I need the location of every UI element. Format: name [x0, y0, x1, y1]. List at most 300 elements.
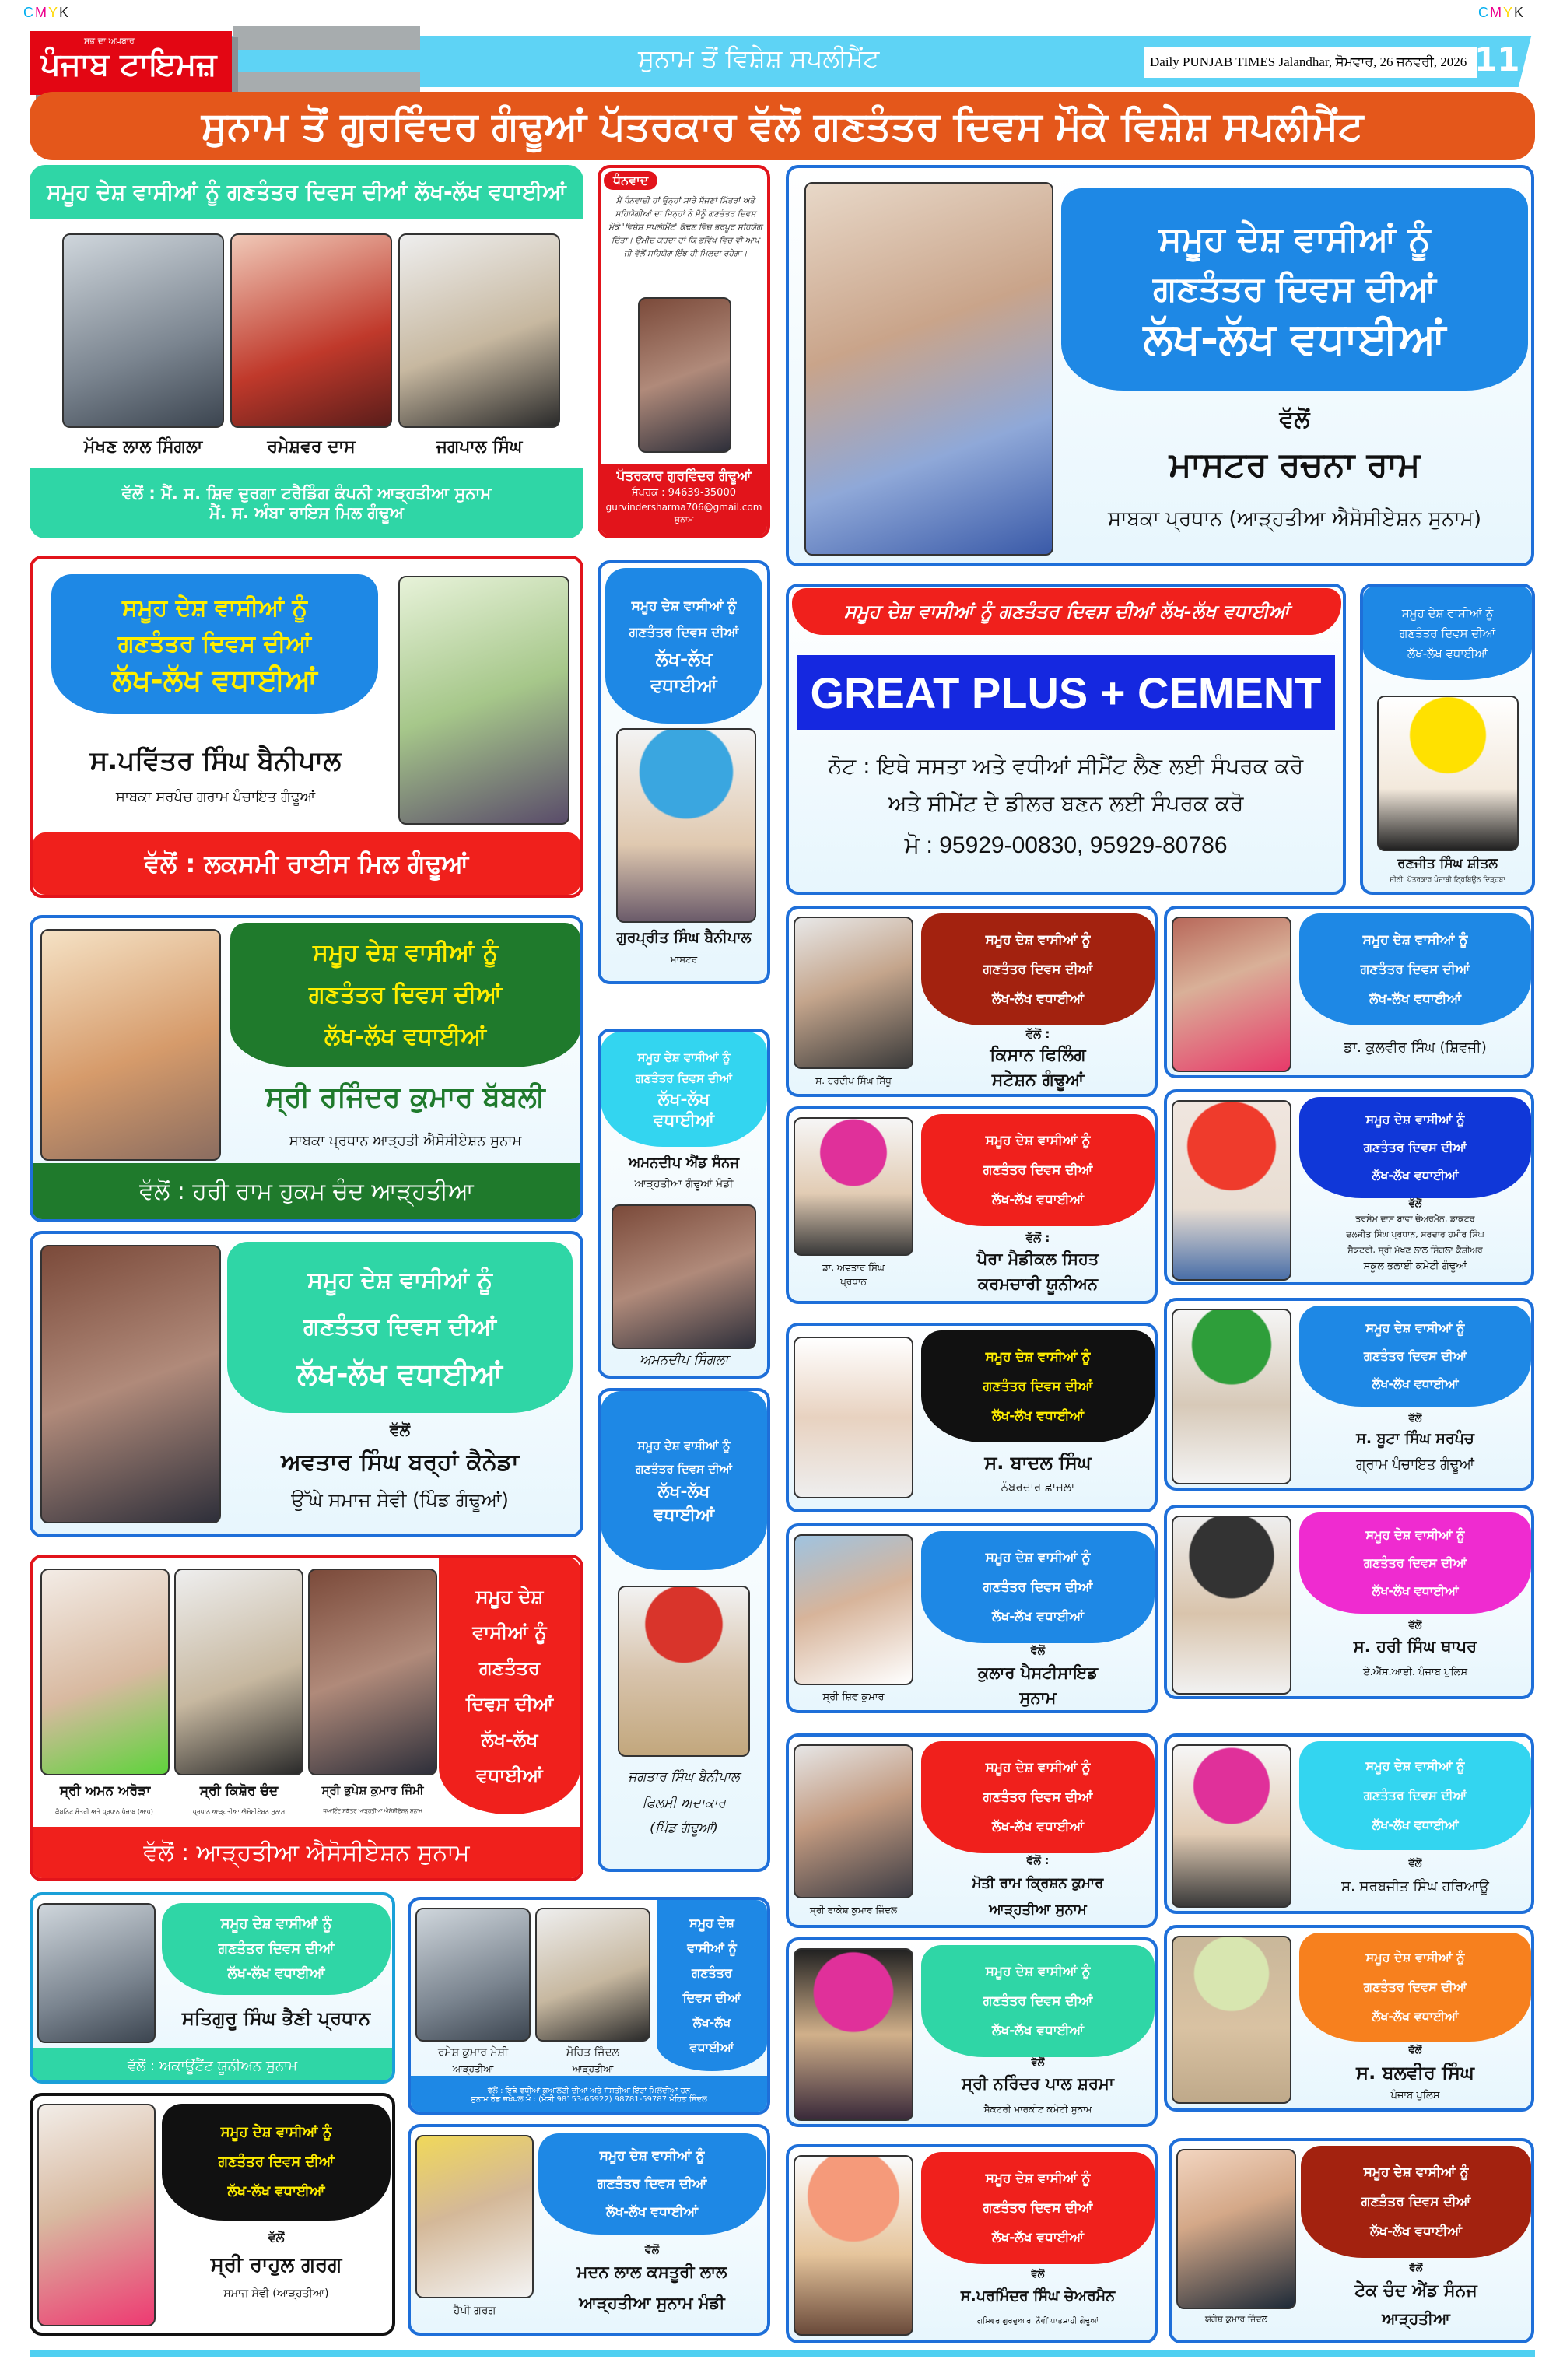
person-name: ਡਾ. ਅਵਤਾਰ ਸਿੰਘ	[822, 1262, 885, 1273]
greeting-line: ਲੱਖ-ਲੱਖ	[481, 1729, 538, 1751]
greeting-line: ਗਣਤੰਤਰ ਦਿਵਸ ਦੀਆਂ	[983, 1379, 1093, 1394]
header-deco	[233, 26, 420, 50]
greeting-line: ਲੱਖ-ਲੱਖ ਵਧਾਈਆਂ	[1372, 1376, 1459, 1391]
greeting-line: ਸਮੂਹ ਦੇਸ਼ ਵਾਸੀਆਂ ਨੂੰ	[1365, 1758, 1465, 1773]
person-name: ਸ.ਪਰਮਿੰਦਰ ਸਿੰਘ ਚੇਅਰਮੈਨ	[960, 2287, 1116, 2305]
greeting-bubble	[601, 1391, 767, 1570]
section-title: ਸੁਨਾਮ ਤੋਂ ਵਿਸ਼ੇਸ਼ ਸਪਲੀਮੈਂਟ	[638, 44, 880, 73]
person-title: ਸੈਕਟਰੀ ਮਾਰਕੀਟ ਕਮੇਟੀ ਸੁਨਾਮ	[983, 2104, 1092, 2115]
greeting-line: ਸਮੂਹ ਦੇਸ਼ ਵਾਸੀਆਂ ਨੂੰ	[1365, 1527, 1465, 1542]
greeting-line: ਸਮੂਹ ਦੇਸ਼ ਵਾਸੀਆਂ ਨੂੰ	[985, 1349, 1091, 1365]
greeting-line: ਲੱਖ-ਲੱਖ	[692, 2015, 731, 2030]
ad-paramedical	[786, 1106, 1158, 1304]
person-name: ਸ੍ਰੀ ਸ਼ਿਵ ਕੁਮਾਰ	[822, 1691, 885, 1703]
greeting-line: ਵਾਸੀਆਂ ਨੂੰ	[472, 1621, 547, 1643]
photo	[618, 1586, 750, 1757]
from-line: ਦਲਜੀਤ ਸਿੰਘ ਪ੍ਰਧਾਨ, ਸਰਦਾਰ ਹਮੀਰ ਸਿੰਘ	[1346, 1229, 1484, 1239]
from-line: ਵੱਲੋਂ : ਇਥੇ ਵਧੀਆਂ ਕੁਆਲਟੀ ਦੀਆਂ ਅਤੇ ਸੱਸਤੀਆਂ ਇੱਟਾਂ ਮਿਲਦੀਆਂ ਹਨ	[487, 2087, 691, 2095]
greeting-line: ਲੱਖ-ਲੱਖ ਵਧਾਈਆਂ	[991, 1408, 1085, 1424]
from-line: ਤਰਸੇਮ ਦਾਸ ਬਾਵਾ ਚੇਅਰਮੈਨ, ਡਾਕਟਰ	[1355, 1214, 1475, 1224]
from-label: ਵੱਲੋਂ	[389, 1421, 411, 1439]
greeting-line: ਸਮੂਹ ਦੇਸ਼	[475, 1586, 544, 1607]
ad-hari-singh	[1164, 1505, 1534, 1699]
greeting-line: ਸਮੂਹ ਦੇਸ਼ ਵਾਸੀਆਂ ਨੂੰ	[985, 2171, 1091, 2186]
photo	[37, 2104, 156, 2326]
note-line: ਨੋਟ : ਇਥੇ ਸਸਤਾ ਅਤੇ ਵਧੀਆਂ ਸੀਮੈਂਟ ਲੈਣ ਲਈ ਸੰਪਰਕ ਕਰੋ	[828, 753, 1304, 779]
photo	[37, 1903, 156, 2043]
photo	[415, 2135, 534, 2298]
person-title: ਕੈਬਨਿਟ ਮੰਤਰੀ ਅਤੇ ਪ੍ਰਧਾਨ ਪੰਜਾਬ (ਆਪ)	[55, 1808, 153, 1815]
greeting-line: ਸਮੂਹ ਦੇਸ਼ ਵਾਸੀਆਂ ਨੂੰ	[985, 1964, 1091, 1979]
contact: ਸੰਪਰਕ : 94639-35000	[631, 487, 736, 499]
person-name: ਅਮਨਦੀਪ ਸਿੰਗਲਾ	[639, 1352, 729, 1368]
greeting-line: ਲੱਖ-ਲੱਖ ਵਧਾਈਆਂ	[991, 2230, 1085, 2245]
from-line: ਸੁਨਾਮ ਰੋਡ ਜਖੇਪਲ ਮੋ : (ਮੇਸ਼ੀ 98153-65922) 98781-59787 ਮੋਹਿਤ ਜਿੰਦਲ	[471, 2095, 707, 2104]
dateline: Daily PUNJAB TIMES Jalandhar, ਸੋਮਵਾਰ, 26 ਜਨਵਰੀ, 2026	[1144, 47, 1477, 78]
footer-rule	[30, 2350, 1535, 2357]
person-name: ਸ. ਹਰਦੀਪ ਸਿੰਘ ਸਿੱਧੂ	[815, 1075, 892, 1086]
from-strip: ਵੱਲੋਂ : ਲਕਸਮੀ ਰਾਈਸ ਮਿਲ ਗੰਢੂਆਂ	[33, 832, 580, 895]
greeting-line: ਗਣਤੰਤਰ ਦਿਵਸ ਦੀਆਂ	[1363, 1140, 1467, 1155]
ad-kulvir	[1164, 906, 1534, 1078]
person-name: ਰਮੇਸ਼ਵਰ ਦਾਸ	[267, 437, 356, 457]
firm-sub: ਸਟੇਸ਼ਨ ਗੰਢੂਆਂ	[991, 1071, 1085, 1090]
from-line: ਸੈਕਟਰੀ, ਸ੍ਰੀ ਮੱਖਣ ਲਾਲ ਸਿੰਗਲਾ ਕੈਸ਼ੀਅਰ	[1347, 1245, 1483, 1255]
greeting-line: ਲੱਖ-ਲੱਖ ਵਧਾਈਆਂ	[991, 2023, 1085, 2038]
person-name: ਸ੍ਰੀ ਕਿਸ਼ੋਰ ਚੰਦ	[199, 1783, 279, 1799]
greeting-line: ਲੱਖ-ਲੱਖ	[657, 1090, 710, 1109]
greeting-bubble	[51, 574, 378, 714]
phone-numbers[interactable]: ਮੋ : 95929-00830, 95929-80786	[904, 832, 1228, 858]
from-label: ਵੱਲੋਂ	[1031, 2269, 1045, 2280]
ad-bricks	[408, 1897, 770, 2115]
greeting-line: ਸਮੂਹ ਦੇਸ਼ ਵਾਸੀਆਂ ਨੂੰ	[1158, 219, 1431, 259]
person-name: ਅਵਤਾਰ ਸਿੰਘ ਬਰ੍ਹਾਂ ਕੈਨੇਡਾ	[281, 1449, 519, 1476]
greeting-line: ਸਮੂਹ ਦੇਸ਼ ਵਾਸੀਆਂ ਨੂੰ	[220, 2124, 332, 2140]
person-name: ਮੋਹਿਤ ਜਿੰਦਲ	[566, 2046, 620, 2059]
greeting-line: ਵਧਾਈਆਂ	[653, 1111, 715, 1130]
greeting-line: ਲੱਖ-ਲੱਖ ਵਧਾਈਆਂ	[605, 2204, 699, 2220]
greeting-bubble	[921, 913, 1155, 1025]
mark-y: Y	[1503, 5, 1515, 20]
ad-avtar-canada	[30, 1231, 584, 1537]
person-name: ਰਣਜੀਤ ਸਿੰਘ ਸ਼ੀਤਲ	[1397, 856, 1498, 871]
ad-balvir	[1164, 1925, 1534, 2112]
greeting-line: ਸਮੂਹ ਦੇਸ਼ ਵਾਸੀਆਂ ਨੂੰ	[313, 939, 498, 966]
masthead-tagline: ਸਭ ਦਾ ਅਖ਼ਬਾਰ	[84, 36, 135, 46]
firm-sub: ਆੜ੍ਹਤੀਆ ਸੁਨਾਮ	[989, 1902, 1087, 1918]
greeting-line: ਲੱਖ-ਲੱਖ	[655, 648, 713, 670]
greeting-bubble	[1299, 1097, 1531, 1198]
person-title: ਸਾਬਕਾ ਪ੍ਰਧਾਨ (ਆੜ੍ਹਤੀਆ ਐਸੋਸੀਏਸ਼ਨ ਸੁਨਾਮ)	[1107, 507, 1482, 531]
greeting-line: ਗਣਤੰਤਰ ਦਿਵਸ ਦੀਆਂ	[303, 1313, 497, 1341]
ad-master-rachna	[786, 165, 1534, 566]
greeting-line: ਗਣਤੰਤਰ ਦਿਵਸ ਦੀਆਂ	[1363, 1555, 1467, 1570]
greeting-line: ਸਮੂਹ ਦੇਸ਼ ਵਾਸੀਆਂ ਨੂੰ	[1365, 1112, 1465, 1127]
greeting-bubble	[921, 1330, 1155, 1442]
ad-badal	[786, 1323, 1158, 1512]
mark-c: C	[23, 5, 35, 20]
greeting-line: ਲੱਖ-ਲੱਖ ਵਧਾਈਆਂ	[227, 1965, 325, 1982]
greeting-line: ਲੱਖ-ਲੱਖ ਵਧਾਈਆਂ	[1372, 1583, 1459, 1598]
firm-name: ਟੇਕ ਚੰਦ ਐਂਡ ਸੰਨਜ	[1354, 2281, 1477, 2301]
firm-name: ਕਿਸਾਨ ਫਿਲਿੰਗ	[990, 1046, 1086, 1065]
greeting-bubble	[162, 2104, 391, 2221]
greeting-line: ਲੱਖ-ਲੱਖ	[657, 1482, 710, 1502]
greeting-line: ਗਣਤੰਤਰ ਦਿਵਸ ਦੀਆਂ	[983, 1162, 1093, 1178]
ad-sarabjit	[1164, 1733, 1534, 1914]
greeting-line: ਲੱਖ-ਲੱਖ ਵਧਾਈਆਂ	[991, 1609, 1085, 1625]
firm-name: ਮੋਤੀ ਰਾਮ ਕ੍ਰਿਸ਼ਨ ਕੁਮਾਰ	[972, 1875, 1104, 1891]
ad-cement	[786, 584, 1346, 895]
greeting-line: ਗਣਤੰਤਰ ਦਿਵਸ ਦੀਆਂ	[597, 2176, 707, 2192]
from-label: ਵੱਲੋਂ	[1030, 1645, 1046, 1657]
greeting-line: ਦਿਵਸ ਦੀਆਂ	[465, 1693, 554, 1715]
greeting-line: ਗਣਤੰਤਰ ਦਿਵਸ ਦੀਆਂ	[635, 1071, 733, 1085]
greeting-line: ਵਧਾਈਆਂ	[653, 1505, 715, 1525]
ad-ranjit	[1360, 584, 1535, 895]
masthead-logo	[30, 31, 232, 95]
firm-name: ਕੁਲਾਰ ਪੈਸਟੀਸਾਇਡ	[977, 1663, 1099, 1682]
greeting-bubble	[1061, 188, 1528, 391]
person-title: ਆੜ੍ਹਤੀਆ	[452, 2063, 494, 2074]
photo	[230, 233, 392, 428]
greeting-line: ਸਮੂਹ ਦੇਸ਼ ਵਾਸੀਆਂ ਨੂੰ	[985, 1133, 1091, 1148]
from-label: ਵੱਲੋਂ	[1408, 1413, 1422, 1425]
firm-sub: ਸੁਨਾਮ	[1019, 1688, 1057, 1707]
photo	[794, 1744, 913, 1898]
from-line: ਵੱਲੋਂ : ਮੈਂ. ਸ. ਸ਼ਿਵ ਦੁਰਗਾ ਟਰੈਡਿੰਗ ਕੰਪਨੀ ਆੜ੍ਹਤੀਆ ਸੁਨਾਮ	[121, 484, 492, 503]
person-title: ਆੜ੍ਹਤੀਆ	[572, 2063, 614, 2074]
firm-sub: ਆੜ੍ਹਤੀਆ ਸੁਨਾਮ ਮੰਡੀ	[579, 2294, 725, 2312]
greeting-bubble	[538, 2133, 766, 2235]
greeting-line: ਲੱਖ-ਲੱਖ ਵਧਾਈਆਂ	[227, 2183, 325, 2199]
greeting-line: ਸਮੂਹ ਦੇਸ਼ ਵਾਸੀਆਂ ਨੂੰ	[985, 1550, 1091, 1565]
greeting-line: ਲੱਖ-ਲੱਖ ਵਧਾਈਆਂ	[991, 991, 1085, 1007]
person-title: ਪੰਜਾਬ ਪੁਲਿਸ	[1390, 2090, 1440, 2101]
greeting-strip: ਸਮੂਹ ਦੇਸ਼ ਵਾਸੀਆਂ ਨੂੰ ਗਣਤੰਤਰ ਦਿਵਸ ਦੀਆਂ ਲੱਖ-ਲੱਖ ਵਧਾਈਆਂ	[792, 588, 1341, 635]
from-strip	[411, 2076, 767, 2115]
person-title: ਗਸਿਵਰ ਗੁਰਦੁਆਰਾ ਨੌਵੀਂ ਪਾਤਸ਼ਾਹੀ ਗੰਢੂਆਂ	[976, 2317, 1099, 2326]
greeting-line: ਲੱਖ-ਲੱਖ ਵਧਾਈਆਂ	[1372, 1168, 1459, 1183]
greeting-line: ਸਮੂਹ ਦੇਸ਼ ਵਾਸੀਆਂ ਨੂੰ	[985, 1760, 1091, 1775]
person-title: ਫਿਲਮੀ ਅਦਾਕਾਰ	[642, 1796, 726, 1811]
greeting-bubble	[605, 568, 762, 724]
from-label: ਵੱਲੋਂ	[1408, 1198, 1422, 1210]
from-label: ਵੱਲੋਂ	[1031, 2057, 1045, 2069]
photo	[40, 1245, 221, 1523]
cmyk-marks-right	[1478, 5, 1525, 21]
person-name: ਡਾ. ਕੁਲਵੀਰ ਸਿੰਘ (ਸ਼ਿਵਜੀ)	[1344, 1039, 1487, 1056]
from-label: ਵੱਲੋਂ	[1409, 2263, 1423, 2274]
ad-rajinder	[30, 915, 584, 1222]
photo	[616, 728, 756, 923]
person-title: ਨੰਬਰਦਾਰ ਛਾਜਲਾ	[1001, 1480, 1075, 1494]
greeting-bubble	[921, 2152, 1155, 2264]
person-name: ਗੁਰਪ੍ਰੀਤ ਸਿੰਘ ਬੈਨੀਪਾਲ	[616, 929, 752, 946]
photo	[804, 182, 1053, 556]
photo	[612, 1204, 756, 1349]
photo	[794, 1117, 913, 1256]
greeting-bubble	[1299, 1933, 1531, 2042]
photo	[1172, 1516, 1291, 1695]
person-name: ਮੱਖਣ ਲਾਲ ਸਿੰਗਲਾ	[83, 437, 203, 457]
photo	[415, 1908, 531, 2042]
person-name: ਸ. ਬਲਵੀਰ ਸਿੰਘ	[1356, 2062, 1474, 2084]
thanks-box	[598, 165, 770, 538]
greeting-line: ਦਿਵਸ ਦੀਆਂ	[682, 1990, 741, 2005]
place: ਸੁਨਾਮ	[674, 514, 694, 524]
greeting-line: ਵਧਾਈਆਂ	[650, 675, 717, 696]
photo	[535, 1908, 650, 2042]
firm-name: ਪੈਰਾ ਮੈਡੀਕਲ ਸਿਹਤ	[976, 1250, 1099, 1268]
person-title: ਸਾਬਕਾ ਪ੍ਰਧਾਨ ਆੜ੍ਹਤੀ ਐਸੋਸੀਏਸ਼ਨ ਸੁਨਾਮ	[289, 1133, 522, 1149]
person-name: ਜਗਤਾਰ ਸਿੰਘ ਬੈਨੀਪਾਲ	[628, 1769, 740, 1785]
firm-sub: ਆੜ੍ਹਤੀਆ	[1382, 2309, 1450, 2328]
from-strip	[30, 468, 584, 538]
greeting-line: ਸਮੂਹ ਦੇਸ਼ ਵਾਸੀਆਂ ਨੂੰ	[1365, 1950, 1465, 1965]
greeting-bubble	[230, 923, 580, 1067]
greeting-line: ਲੱਖ-ਲੱਖ ਵਧਾਈਆਂ	[1369, 2224, 1463, 2239]
from-label: ਵੱਲੋਂ	[1408, 1620, 1422, 1632]
greeting-line: ਗਣਤੰਤਰ ਦਿਵਸ ਦੀਆਂ	[629, 625, 739, 640]
page-number: 11	[1474, 40, 1520, 79]
from-label: ਵੱਲੋਂ	[1408, 1858, 1422, 1870]
firm-sub: ਕਰਮਚਾਰੀ ਯੂਨੀਅਨ	[977, 1274, 1099, 1293]
person-name: ਸ੍ਰੀ ਰਜਿੰਦਰ ਕੁਮਾਰ ਬੱਬਲੀ	[265, 1081, 545, 1113]
greeting-line: ਲੱਖ-ਲੱਖ ਵਧਾਈਆਂ	[1372, 1817, 1459, 1832]
greeting-line: ਸਮੂਹ ਦੇਸ਼ ਵਾਸੀਆਂ ਨੂੰ	[631, 598, 737, 614]
from-label: ਵੱਲੋਂ :	[1025, 1231, 1050, 1245]
greeting-line: ਗਣਤੰਤਰ	[692, 1965, 732, 1980]
person-name: ਰਮੇਸ਼ ਕੁਮਾਰ ਮੇਸ਼ੀ	[437, 2046, 509, 2059]
greeting-line: ਲੱਖ-ਲੱਖ ਵਧਾਈਆਂ	[112, 663, 317, 697]
photo	[40, 1569, 170, 1775]
from-label: ਵੱਲੋਂ	[1279, 406, 1310, 433]
person-name: ਸ. ਹਰੀ ਸਿੰਘ ਥਾਪਰ	[1353, 1637, 1477, 1656]
from-label: ਵੱਲੋਂ	[1408, 2045, 1422, 2056]
ad-trio-top	[30, 165, 584, 538]
supplement-banner: ਸੁਨਾਮ ਤੋਂ ਗੁਰਵਿੰਦਰ ਗੰਢੂਆਂ ਪੱਤਰਕਾਰ ਵੱਲੋਂ ਗਣਤੰਤਰ ਦਿਵਸ ਮੌਕੇ ਵਿਸ਼ੇਸ਼ ਸਪਲੀਮੈਂਟ	[30, 92, 1535, 160]
greeting-line: ਗਣਤੰਤਰ ਦਿਵਸ ਦੀਆਂ	[218, 1940, 335, 1957]
person-title: ਜੁਆਇੰਟ ਸਕੱਤਰ ਆੜ੍ਹਤੀਆ ਐਸੋਸੀਏਸ਼ਨ ਸੁਨਾਮ	[323, 1808, 422, 1814]
greeting-line: ਗਣਤੰਤਰ ਦਿਵਸ ਦੀਆਂ	[635, 1462, 733, 1476]
photo	[794, 1337, 913, 1498]
photo	[398, 576, 569, 825]
greeting-line: ਸਮੂਹ ਦੇਸ਼ ਵਾਸੀਆਂ ਨੂੰ	[637, 1050, 731, 1064]
ad-arhtiya-assoc	[30, 1555, 584, 1881]
photo	[1172, 1309, 1291, 1484]
greeting-line: ਗਣਤੰਤਰ ਦਿਵਸ ਦੀਆਂ	[983, 1579, 1093, 1595]
person-title: ਸਾਬਕਾ ਸਰਪੰਚ ਗਰਾਮ ਪੰਚਾਇਤ ਗੰਢੂਆਂ	[115, 789, 316, 805]
mark-m: M	[1490, 5, 1503, 20]
firm-sub: ਆੜ੍ਹਤੀਆ ਗੰਢੂਆਂ ਮੰਡੀ	[634, 1178, 734, 1190]
ad-jagtar	[598, 1388, 770, 1872]
person-name: ਸ. ਬੂਟਾ ਸਿੰਘ ਸਰਪੰਚ	[1356, 1430, 1474, 1447]
greeting-line: ਲੱਖ-ਲੱਖ ਵਧਾਈਆਂ	[1372, 2009, 1459, 2024]
greeting-strip: ਸਮੂਹ ਦੇਸ਼ ਵਾਸੀਆਂ ਨੂੰ ਗਣਤੰਤਰ ਦਿਵਸ ਦੀਆਂ ਲੱਖ-ਲੱਖ ਵਧਾਈਆਂ	[30, 165, 584, 219]
ad-kular	[786, 1523, 1158, 1713]
mark-m: M	[35, 5, 48, 20]
person-name: ਸਤਿਗੁਰੂ ਸਿੰਘ ਭੈਣੀ ਪ੍ਰਧਾਨ	[181, 2007, 371, 2029]
greeting-line: ਗਣਤੰਤਰ ਦਿਵਸ ਦੀਆਂ	[1363, 1979, 1467, 1994]
greeting-bubble	[162, 1903, 391, 1995]
greeting-line: ਲੱਖ-ਲੱਖ ਵਧਾਈਆਂ	[991, 1819, 1085, 1835]
person-name: ਸ੍ਰੀ ਨਰਿੰਦਰ ਪਾਲ ਸ਼ਰਮਾ	[962, 2074, 1114, 2093]
from-label: ਵੱਲੋਂ	[268, 2230, 285, 2245]
photo	[794, 1948, 913, 2121]
person-name: ਸ. ਬਾਦਲ ਸਿੰਘ	[984, 1452, 1092, 1474]
thanks-footer	[601, 464, 767, 538]
photo	[308, 1569, 437, 1775]
firm-name: ਮਦਨ ਲਾਲ ਕਸਤੂਰੀ ਲਾਲ	[576, 2263, 727, 2281]
photo	[174, 1569, 303, 1775]
photo	[1172, 1744, 1291, 1908]
greeting-line: ਗਣਤੰਤਰ ਦਿਵਸ ਦੀਆਂ	[983, 2200, 1093, 2216]
person-title: ਗ੍ਰਾਮ ਪੰਚਾਇਤ ਗੰਢੂਆਂ	[1355, 1456, 1475, 1473]
greeting-bubble	[1299, 913, 1531, 1025]
note-line: ਅਤੇ ਸੀਮੇਂਟ ਦੇ ਡੀਲਰ ਬਣਨ ਲਈ ਸੰਪਰਕ ਕਰੋ	[888, 790, 1244, 816]
greeting-line: ਲੱਖ-ਲੱਖ ਵਧਾਈਆਂ	[297, 1357, 503, 1391]
photo	[1377, 696, 1519, 851]
greeting-line: ਗਣਤੰਤਰ ਦਿਵਸ ਦੀਆਂ	[1361, 2194, 1471, 2210]
mark-k: K	[1514, 5, 1526, 20]
greeting-line: ਸਮੂਹ ਦੇਸ਼ ਵਾਸੀਆਂ ਨੂੰ	[985, 932, 1091, 948]
ad-school-committee	[1164, 1089, 1534, 1285]
greeting-line: ਗਣਤੰਤਰ ਦਿਵਸ ਦੀਆਂ	[983, 1789, 1093, 1805]
greeting-line: ਗਣਤੰਤਰ ਦਿਵਸ ਦੀਆਂ	[308, 981, 503, 1008]
greeting-line: ਗਣਤੰਤਰ ਦਿਵਸ ਦੀਆਂ	[983, 1993, 1093, 2009]
photo	[794, 1534, 913, 1685]
ad-parminder	[786, 2144, 1158, 2343]
greeting-bubble	[921, 1945, 1155, 2057]
greeting-bubble	[1299, 1741, 1531, 1850]
greeting-line: ਲੱਖ-ਲੱਖ ਵਧਾਈਆਂ	[1143, 314, 1446, 364]
from-strip: ਵੱਲੋਂ : ਆੜ੍ਹਤੀਆ ਐਸੋਸੀਏਸ਼ਨ ਸੁਨਾਮ	[33, 1827, 580, 1878]
from-label: ਵੱਲੋਂ :	[1025, 1027, 1050, 1041]
photo	[638, 297, 731, 453]
greeting-line: ਗਣਤੰਤਰ ਦਿਵਸ ਦੀਆਂ	[218, 2154, 335, 2170]
journalist-name: ਪੱਤਰਕਾਰ ਗੁਰਵਿੰਦਰ ਗੰਢੂਆਂ	[616, 468, 752, 484]
ad-boota	[1164, 1298, 1534, 1491]
greeting-bubble	[657, 1900, 767, 2071]
greeting-line: ਵਧਾਈਆਂ	[689, 2040, 734, 2055]
greeting-bubble	[921, 1531, 1155, 1643]
from-line: ਮੈਂ. ਸ. ਅੰਬਾ ਰਾਇਸ ਮਿਲ ਗੰਢੂਅ	[209, 503, 404, 522]
masthead-name: ਪੰਜਾਬ ਟਾਇਮਜ਼	[40, 47, 217, 82]
photo	[1172, 1100, 1291, 1281]
email[interactable]: gurvindersharma706@gmail.com	[605, 502, 762, 513]
ad-satguru	[30, 1892, 395, 2084]
greeting-line: ਸਮੂਹ ਦੇਸ਼ ਵਾਸੀਆਂ ਨੂੰ	[599, 2148, 705, 2164]
cmyk-marks-left	[23, 5, 70, 21]
person-name: ਹੈਪੀ ਗਰਗ	[453, 2305, 496, 2317]
ad-kisan	[786, 906, 1158, 1097]
greeting-line: ਸਮੂਹ ਦੇਸ਼ ਵਾਸੀਆਂ ਨੂੰ	[220, 1916, 332, 1932]
greeting-line: ਗਣਤੰਤਰ ਦਿਵਸ ਦੀਆਂ	[1360, 962, 1470, 977]
person-name: ਮਾਸਟਰ ਰਚਨਾ ਰਾਮ	[1169, 445, 1421, 485]
greeting-bubble	[601, 1032, 767, 1147]
ad-pavittar	[30, 556, 584, 898]
person-name: ਯੋਗੇਸ਼ ਕੁਮਾਰ ਜਿੰਦਲ	[1204, 2314, 1268, 2324]
ad-gurpreet	[598, 560, 770, 984]
photo	[1176, 2149, 1296, 2309]
greeting-line: ਵਧਾਈਆਂ	[476, 1765, 543, 1786]
greeting-line: ਸਮੂਹ ਦੇਸ਼	[689, 1916, 734, 1930]
thanks-label: ਧੰਨਵਾਦ	[604, 171, 657, 190]
thanks-body: ਮੈਂ ਧੰਨਵਾਦੀ ਹਾਂ ਉਨ੍ਹਾਂ ਸਾਰੇ ਸੱਜਣਾਂ ਮਿੱਤਰਾਂ ਅਤੇ ਸਹਿਯੋਗੀਆਂ ਦਾ ਜਿਨ੍ਹਾਂ ਨੇ ਮੈਨੂੰ ਗਣਤੰਤਰ ਦਿਵਸ ਮੌਕੇ 'ਵਿਸ਼ੇਸ਼ ਸਪਲੀਮੈਂਟ' ਕੱਢਣ ਵਿੱਚ ਭਰਪੂਰ ਸਹਿਯੋਗ ਦਿੱਤਾ। ਉਮੀਦ ਕਰਦਾ ਹਾਂ ਕਿ ਭਵਿੱਖ ਵਿੱਚ ਵੀ ਆਪ ਜੀ ਵੱਲੋਂ ਸਹਿਯੋਗ ਇੰਝ ਹੀ ਮਿਲਦਾ ਰਹੇਗਾ।	[608, 196, 762, 258]
greeting-bubble	[227, 1242, 573, 1413]
greeting-line: ਵਾਸੀਆਂ ਨੂੰ	[687, 1940, 737, 1955]
from-line: ਸਕੂਲ ਭਲਾਈ ਕਮੇਟੀ ਗੰਢੂਆਂ	[1363, 1260, 1467, 1272]
person-name: ਸ੍ਰੀ ਰਾਹੁਲ ਗਰਗ	[210, 2253, 342, 2277]
greeting-line: ਗਣਤੰਤਰ ਦਿਵਸ ਦੀਆਂ	[983, 962, 1093, 977]
person-name: ਸ.ਪਵਿੱਤਰ ਸਿੰਘ ਬੈਨੀਪਾਲ	[89, 745, 342, 776]
photo	[398, 233, 560, 428]
greeting-line: ਸਮੂਹ ਦੇਸ਼ ਵਾਸੀਆਂ ਨੂੰ	[1363, 2164, 1469, 2180]
brand-name: GREAT PLUS + CEMENT	[797, 655, 1335, 730]
person-village: (ਪਿੰਡ ਗੰਢੂਆਂ)	[650, 1821, 718, 1836]
person-title: ਸਮਾਜ ਸੇਵੀ (ਆੜ੍ਹਤੀਆ)	[223, 2287, 329, 2300]
person-title: ਪ੍ਰਧਾਨ	[840, 1276, 867, 1287]
ad-amandeep	[598, 1029, 770, 1379]
greeting-line: ਲੱਖ-ਲੱਖ ਵਧਾਈਆਂ	[991, 1192, 1085, 1208]
greeting-line: ਸਮੂਹ ਦੇਸ਼ ਵਾਸੀਆਂ ਨੂੰ	[637, 1439, 731, 1453]
greeting-bubble	[1301, 2146, 1531, 2258]
mark-k: K	[59, 5, 71, 20]
person-name: ਸ੍ਰੀ ਰਾਕੇਸ਼ ਕੁਮਾਰ ਜਿੰਦਲ	[809, 1905, 898, 1916]
from-strip: ਵੱਲੋਂ : ਅਕਾਊਂਟੈਂਟ ਯੂਨੀਅਨ ਸੁਨਾਮ	[33, 2048, 392, 2084]
photo	[1172, 917, 1291, 1072]
greeting-line: ਲੱਖ-ਲੱਖ ਵਧਾਈਆਂ	[1369, 991, 1462, 1007]
from-label: ਵੱਲੋਂ	[644, 2244, 660, 2256]
person-title: ਉੱਘੇ ਸਮਾਜ ਸੇਵੀ (ਪਿੰਡ ਗੰਢੂਆਂ)	[291, 1489, 509, 1511]
person-title: ਸੀਨੀ. ਪੱਤਰਕਾਰ ਪੰਜਾਬੀ ਟ੍ਰਿਬਿਊਨ ਦਿੜ੍ਹਬਾ	[1390, 876, 1505, 884]
person-title: ਏ.ਐੱਸ.ਆਈ. ਪੰਜਾਬ ਪੁਲਿਸ	[1362, 1667, 1468, 1678]
mark-c: C	[1478, 5, 1490, 20]
from-label: ਵੱਲੋਂ :	[1026, 1855, 1050, 1867]
photo	[794, 917, 913, 1069]
photo	[794, 2155, 913, 2336]
greeting-bubble	[921, 1741, 1155, 1853]
greeting-bubble	[1363, 587, 1532, 680]
greeting-line: ਸਮੂਹ ਦੇਸ਼ ਵਾਸੀਆਂ ਨੂੰ	[1365, 1320, 1465, 1335]
ad-rahul	[30, 2093, 395, 2336]
greeting-line: ਸਮੂਹ ਦੇਸ਼ ਵਾਸੀਆਂ ਨੂੰ	[1401, 606, 1494, 620]
person-name: ਜਗਪਾਲ ਸਿੰਘ	[436, 437, 523, 457]
person-title: ਪ੍ਰਧਾਨ ਆੜ੍ਹਤੀਆ ਐਸੋਸੀਏਸ਼ਨ ਸੁਨਾਮ	[192, 1808, 286, 1815]
from-strip: ਵੱਲੋਂ : ਹਰੀ ਰਾਮ ਹੁਕਮ ਚੰਦ ਆੜ੍ਹਤੀਆ	[33, 1163, 580, 1219]
greeting-line: ਗਣਤੰਤਰ ਦਿਵਸ ਦੀਆਂ	[1152, 269, 1437, 309]
greeting-line: ਸਮੂਹ ਦੇਸ਼ ਵਾਸੀਆਂ ਨੂੰ	[307, 1267, 492, 1294]
person-name: ਸ੍ਰੀ ਅਮਨ ਅਰੋੜਾ	[59, 1783, 151, 1799]
greeting-bubble	[1299, 1512, 1531, 1614]
greeting-bubble	[921, 1114, 1155, 1226]
greeting-line: ਗਣਤੰਤਰ ਦਿਵਸ ਦੀਆਂ	[1399, 626, 1496, 640]
person-title: ਮਾਸਟਰ	[670, 954, 698, 965]
ad-narinder	[786, 1937, 1158, 2127]
greeting-line: ਗਣਤੰਤਰ ਦਿਵਸ ਦੀਆਂ	[1363, 1348, 1467, 1363]
greeting-bubble	[1299, 1306, 1531, 1407]
firm-name: ਅਮਨਦੀਪ ਐਂਡ ਸੰਨਜ	[628, 1155, 740, 1171]
greeting-line: ਗਣਤੰਤਰ	[479, 1657, 540, 1679]
greeting-bubble	[439, 1558, 580, 1814]
greeting-line: ਸਮੂਹ ਦੇਸ਼ ਵਾਸੀਆਂ ਨੂੰ	[122, 594, 307, 622]
mark-y: Y	[48, 5, 60, 20]
photo	[1172, 1936, 1291, 2104]
photo	[40, 929, 221, 1161]
person-name: ਸ੍ਰੀ ਭੁਪੇਸ਼ ਕੁਮਾਰ ਜਿੰਮੀ	[321, 1783, 424, 1797]
